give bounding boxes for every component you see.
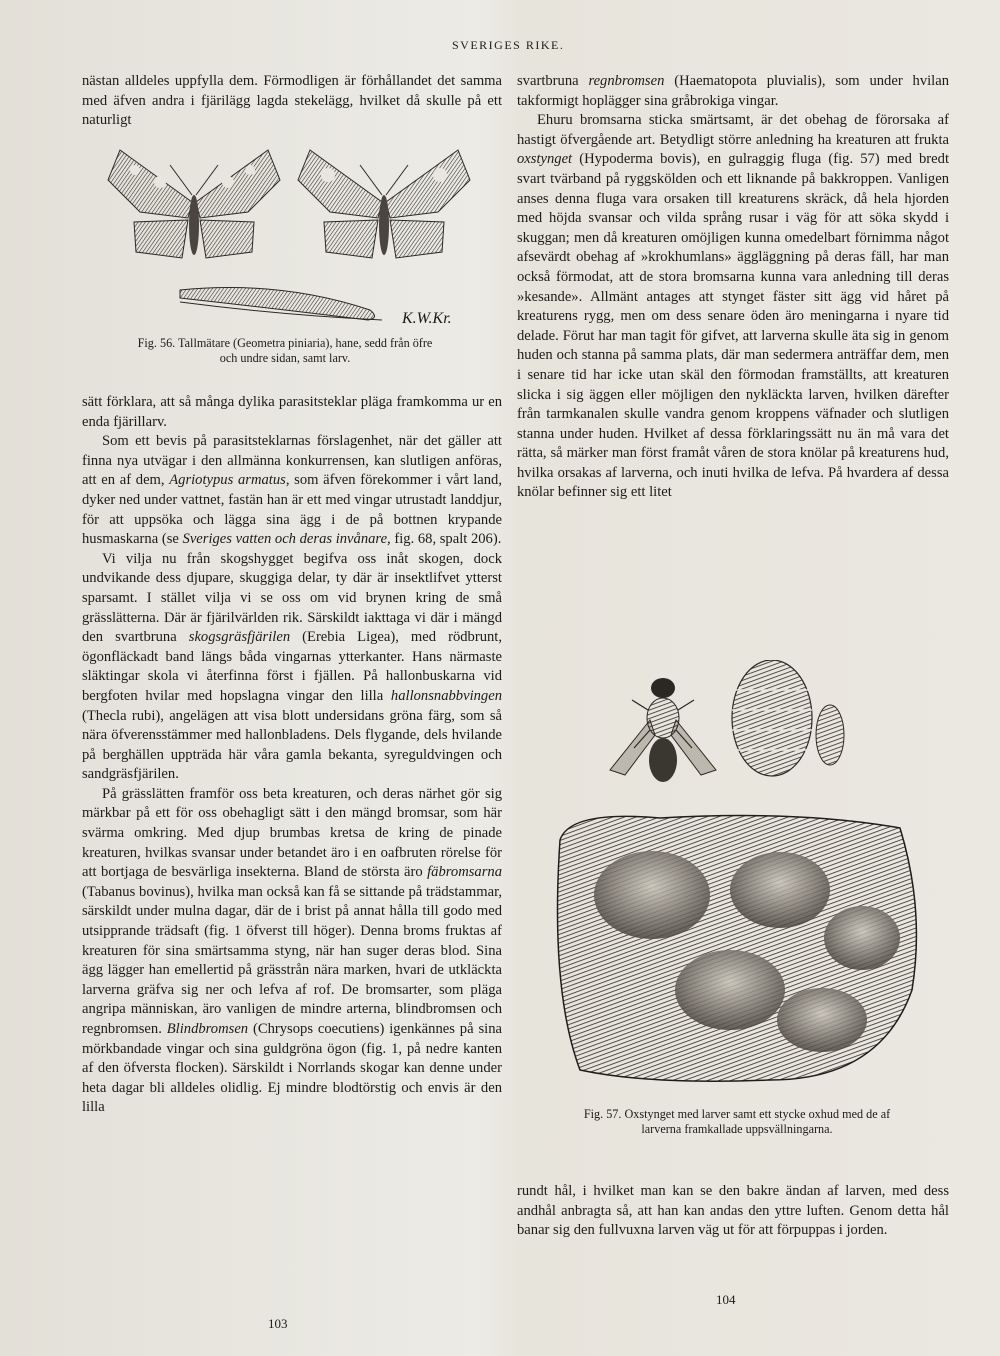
fly-drawing [610, 678, 716, 782]
left-paragraph-4 [82, 550, 502, 785]
running-head: SVERIGES RIKE. [452, 38, 565, 52]
left-paragraph-1: nästan alldeles uppfylla dem. Förmodligen är förhållandet det samma med äfven andra i fjärilägg lagda stekelägg, hvilket då skulle på ett naturligt [82, 73, 502, 129]
left-p5-a: På grässlätten framför oss beta kreaturen, och deras närhet gör sig märkbar på ett för oss obehagligt sätt i den mängd bromsar, som här svärma omkring. Med djup brumbas kretsa de kring de pinade kreaturen, hvilkas svansar under betandet äro i en oafbruten rörelse för att bortjaga de besvärliga insekterna. Bland de största äro [82, 785, 502, 881]
figure-56-signature: K.W.Kr. [402, 310, 452, 327]
left-column-body [82, 393, 502, 1118]
right-p1-a: svartbruna [517, 73, 589, 89]
left-p4-italic-1: skogsgräsfjärilen [188, 629, 291, 646]
oxhide-drawing [558, 816, 917, 1082]
right-column-top [517, 72, 949, 503]
left-p5-b: (Tabanus bovinus), hvilka man också kan få se sittande på trädstammar, särskildt under mulna dagar, där de i brist på annat hålla till godo med utsipprande trädsaft (fig. 1 öfverst till höger). Denna broms fruktas af kreaturen för sina smärtsamma styng, när han suger deras blod. Sina ägg lägger han emellertid på grässtrån nära marken, hvari de utkläckta larverna gräfva sig ner och lefva af rof. De bromsarter, som pläga angripa människan, äro vanligen de mindre arterna, blindbromsen och regnbromsen. [82, 883, 502, 1037]
moth-and-larva-illustration [100, 140, 490, 335]
right-paragraph-2 [517, 111, 949, 503]
left-p5-c: (Chrysops coecutiens) igenkännes på sina mörkbandade vingar och sina guldgröna ögon (fig. 1, på nedre kanten af den öfversta flocken). Särskildt i Norrlands skogar kan denne under heta dagar bli alldeles olidlig. Ej mindre blodtörstig och envis är den lilla [82, 1021, 502, 1116]
larva [180, 288, 382, 321]
figure-57-illustration [540, 660, 930, 1095]
left-p4-c: (Thecla rubi), angelägen att visa blott undersidans gröna färg, som så nära öfverensstämmer med hallonbladens. Dels flygande, dels hvilande på berghällen uppträda här våra gamla bekanta, syreguldvingen och sandgräsfjärilen. [82, 707, 502, 783]
right-p2-b: (Hypoderma bovis), en gulraggig fluga (fig. 57) med bredt svart tvärband på ryggskölden och ett liknande på bakkroppen. Vanligen anses denna fluga vara orsaken till kreaturens skräck, då hela hjorden med höjda svansar och vilda språng rusar i väg för att söka skydd i skuggan; men då kreaturen omöjligen kunna omedelbart förnimma något afsevärdt obehag af »krokhumlans» äggläggning på deras fäll, har man också förmodat, att de stora bromsarna kunna vara anledning till deras »kesande». Allmänt antages att stynget fäster sitt ägg vid håret på kreaturens rygg, men om dess senare öden äro meningarna i nyare tid delade. Förut har man tagit för gifvet, att larverna skulle äta sig in genom huden och stanna på samma plats, där man sedermera anträffar dem, men i senare tid har icke utan skäl den förmodan framställts, att kreaturen slicka i sig äggen eller möjligen den nykläckta larven, hvilken därefter från tarmkanalen skulle vandra genom kroppens väfnader och slutligen stanna under huden. Hvilket af dessa förklaringssätt nu än må vara det rätta, så märker man först framåt våren de stora knölar på kreaturens hud, hvilka orsakas af larverna, och inuti hvilka de lefva. På hvardera af dessa knölar befinner sig ett litet [517, 151, 949, 501]
left-page-number: 103 [268, 1316, 288, 1331]
left-p4-b: (Erebia Ligea), med rödbrunt, ögonfläckadt band längs båda vingarnas ytterkanter. Hans närmaste släktingar skola vi återfinna först i fjällen. På hallonbuskarna vid bergfoten hvilar med hopslagna vingar den lilla [82, 629, 503, 704]
figure-56-illustration [100, 140, 490, 335]
small-larva-drawing [816, 705, 844, 765]
right-p1-italic: regnbromsen [588, 73, 665, 89]
right-p2-a: Ehuru bromsarna sticka smärtsamt, är det obehag de förorsaka af hastigt öfvergående art. Betydligt större anledning ha kreaturen att frukta [517, 112, 949, 148]
left-paragraph-5 [82, 785, 502, 1118]
right-paragraph-3: rundt hål, i hvilket man kan se den bakre ändan af larven, med dess andhål anbragta så, att han kan andas den yttre luften. Genom detta hål banar sig den fullvuxna larven väg ut för att förpuppas i jorden. [517, 1183, 949, 1239]
left-p5-italic-1: fäbromsarna [427, 864, 502, 881]
left-p3-c: fig. 68, spalt 206). [390, 531, 502, 548]
right-column-bottom [517, 1182, 949, 1241]
left-p4-a: Vi vilja nu från skogshygget begifva oss inåt skogen, dock undvikande dess djupare, skuggiga delar, ty där är insektlifvet ytterst sparsamt. I stället vilja vi se oss om vid brynen kring de små grässlätterna. Där är fjärilvärlden rik. Särskildt iakttaga vi där i mängd den svartbruna [82, 550, 502, 646]
moth-under-side [298, 150, 470, 258]
left-column-top [82, 72, 502, 131]
right-page-number: 104 [716, 1292, 736, 1307]
left-paragraph-2: sätt förklara, att så många dylika parasitsteklar pläga framkomma ur en enda fjärillarv. [82, 394, 502, 430]
left-p3-a: Som ett bevis på parasitsteklarnas förslagenhet, när det gäller att finna nya utvägar i den allmänna konkurrensen, kan slutligen anföras, att en af dem, [82, 433, 502, 489]
left-p3-b: som äfven förekommer i vårt land, dyker ned under vattnet, fastän han är ett med vingar utrustadt landdjur, för att uppsöka och lägga sina ägg i de på bottnen krypande husmaskarna (se [82, 472, 502, 548]
left-p3-italic-1: Agriotypus armatus, [169, 472, 290, 489]
figure-56-caption: Fig. 56. Tallmätare (Geometra piniaria), hane, sedd från öfre och undre sidan, samt larv. [137, 336, 433, 365]
moth-upper-side [108, 150, 280, 258]
right-paragraph-1 [517, 72, 949, 111]
oxstynget-illustration [540, 660, 930, 1095]
left-p3-italic-2: Sveriges vatten och deras invånare, [182, 531, 391, 548]
left-paragraph-3 [82, 432, 502, 550]
left-p5-italic-2: Blindbromsen [166, 1021, 249, 1037]
right-p2-italic: oxstynget [517, 151, 573, 168]
large-larva-drawing [732, 660, 812, 776]
right-p1-b: (Haematopota pluvialis), som under hvilan takformigt hoplägger sina gråbrokiga vingar. [517, 73, 949, 109]
left-p4-italic-2: hallonsnabbvingen [390, 687, 502, 704]
figure-57-caption: Fig. 57. Oxstynget med larver samt ett stycke oxhud med de af larverna framkallade uppsvällningarna. [583, 1107, 891, 1136]
